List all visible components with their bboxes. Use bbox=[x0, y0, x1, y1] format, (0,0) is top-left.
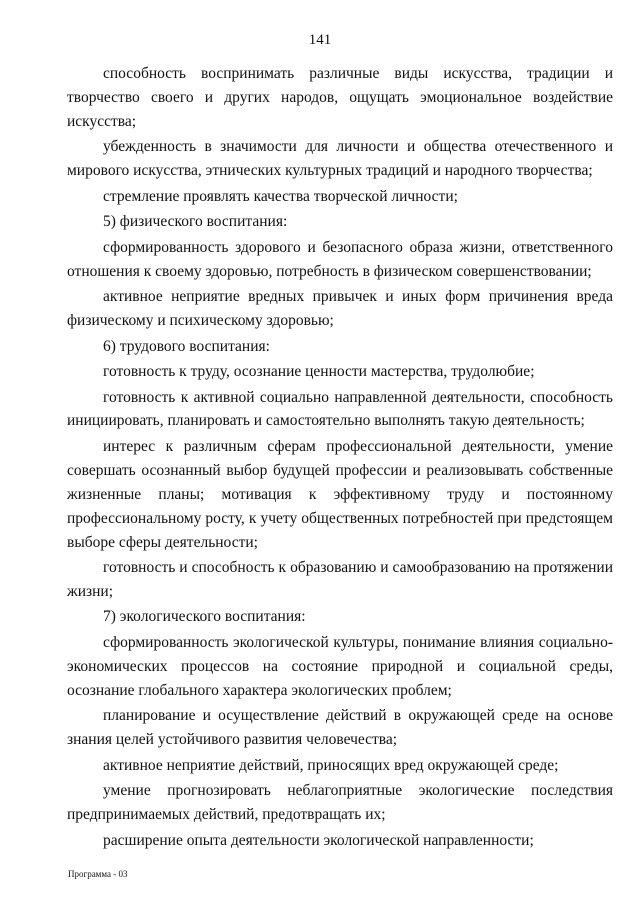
section-heading: 7) экологического воспитания: bbox=[103, 608, 306, 626]
paragraph: готовность и способность к образованию и самообразованию на протяжении жизни; bbox=[67, 559, 613, 600]
paragraph: готовность к активной социально направленной деятельности, способность инициировать, планировать и самостоятельно выполнять такую деятельность; bbox=[67, 388, 613, 430]
page-number: 141 bbox=[308, 32, 332, 48]
paragraph: планирование и осуществление действий в окружающей среде на основе знания целей устойчивого развития человечества; bbox=[67, 707, 613, 749]
paragraph: активное неприятие действий, приносящих вред окружающей среде; bbox=[103, 756, 559, 774]
paragraph: расширение опыта деятельности экологической направленности; bbox=[103, 831, 534, 849]
paragraph: сформированность экологической культуры, понимание влияния социально-экономических процессов на состояние природной и социальной среды, осознание глобального характера экологических проблем; bbox=[67, 633, 613, 699]
paragraph: сформированность здорового и безопасного образа жизни, ответственного отношения к своему здоровью, потребность в физическом совершенствовании; bbox=[67, 238, 613, 280]
body-text bbox=[67, 62, 613, 853]
section-heading: 6) трудового воспитания: bbox=[103, 337, 270, 355]
paragraph: способность воспринимать различные виды искусства, традиции и творчество своего и других народов, ощущать эмоциональное воздействие искусства; bbox=[67, 65, 613, 130]
section-heading: 5) физического воспитания: bbox=[103, 213, 288, 231]
paragraph: активное неприятие вредных привычек и иных форм причинения вреда физическому и психическому здоровью; bbox=[67, 288, 613, 330]
footer-note: Программа - 03 bbox=[68, 869, 128, 879]
paragraph: интерес к различным сферам профессиональной деятельности, умение совершать осознанный выбор будущей профессии и реализовывать собственные жизненные планы; мотивация к эффективному труду и постоянному профессиональному росту, к учету общественных потребностей при предстоящем выборе сферы деятельности; bbox=[67, 437, 613, 551]
paragraph: стремление проявлять качества творческой личности; bbox=[103, 187, 458, 205]
paragraph: умение прогнозировать неблагоприятные экологические последствия предпринимаемых действий, предотвращать их; bbox=[67, 782, 613, 824]
paragraph: убежденность в значимости для личности и общества отечественного и мирового искусства, этнических культурных традиций и народного творчества; bbox=[67, 138, 613, 180]
paragraph: готовность к труду, осознание ценности мастерства, трудолюбие; bbox=[103, 363, 535, 381]
